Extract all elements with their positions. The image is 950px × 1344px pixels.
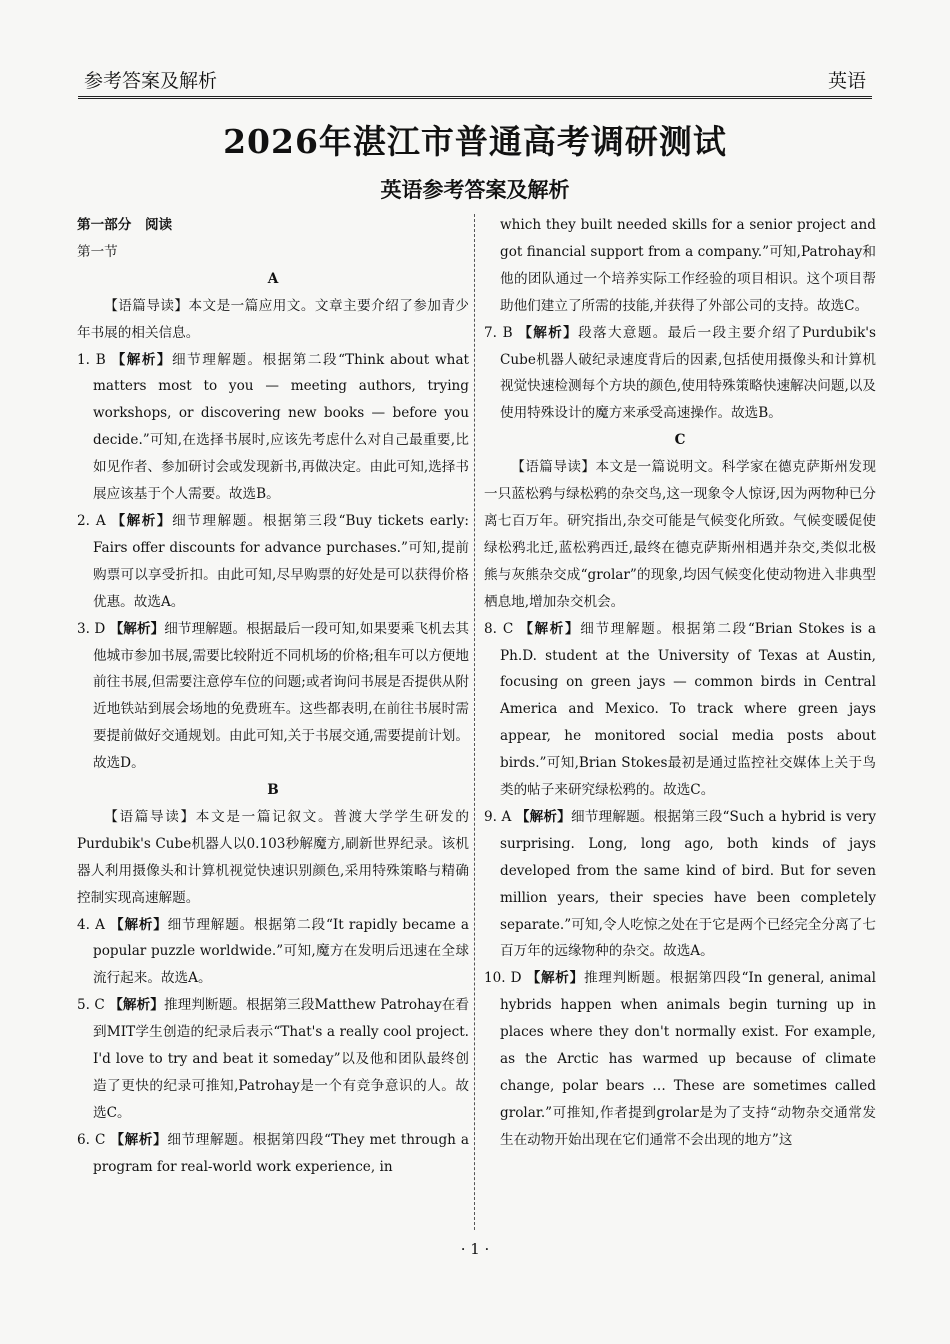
analysis-tag: 【解析】 bbox=[526, 970, 584, 987]
answer-number: 3. D bbox=[77, 620, 106, 637]
answer-item bbox=[77, 347, 469, 508]
answer-number: 2. A bbox=[77, 512, 106, 529]
answer-item bbox=[77, 912, 469, 993]
continued-answer-text: which they built needed skills for a senior project and got financial support from a company.”可知,Patrohay和他的团队通过一个培养实际工作经验的项目相识。这个项目帮助他们建立了所需的技能,并获得了外部公司的支持。故选C。 bbox=[500, 217, 876, 314]
page-title: 2026年湛江市普通高考调研测试 bbox=[223, 122, 727, 161]
passage-intro: 【语篇导读】本文是一篇说明文。科学家在德克萨斯州发现一只蓝松鸦与绿松鸦的杂交鸟,这一现象令人惊讶,因为两物种已分离七百万年。研究指出,杂交可能是气候变化所致。气候变暖促使绿松鸦北迁,蓝松鸦西迁,最终在德克萨斯州相遇并杂交,类似北极熊与灰熊杂交成“grolar”的现象,均因气候变化使动物进入非典型栖息地,增加杂交机会。 bbox=[484, 459, 876, 610]
analysis-tag: 【解析】 bbox=[111, 351, 173, 368]
analysis-tag: 【解析】 bbox=[515, 808, 571, 825]
analysis-tag: 【解析】 bbox=[109, 997, 164, 1014]
passage-intro: 【语篇导读】本文是一篇应用文。文章主要介绍了参加青少年书展的相关信息。 bbox=[77, 297, 469, 341]
answer-text: 细节理解题。根据第三段“Buy tickets early: Fairs offer discounts for advance purchases.”可知,提前购票可以享受折扣。由此可知,尽早购票的好处是可以获得价格优惠。故选A。 bbox=[93, 512, 470, 610]
answer-item bbox=[484, 804, 876, 965]
analysis-tag: 【解析】 bbox=[109, 620, 165, 637]
answer-number: 6. C bbox=[77, 1131, 106, 1148]
answer-item bbox=[77, 616, 469, 777]
analysis-tag: 【解析】 bbox=[518, 324, 579, 341]
answer-item bbox=[77, 508, 469, 616]
answer-item bbox=[484, 965, 876, 1153]
header-left-label: 参考答案及解析 bbox=[84, 70, 218, 92]
right-column bbox=[484, 212, 876, 1154]
answer-text: 细节理解题。根据第二段“Think about what matters most to you — meeting authors, trying workshops, or discovering new books — before you decide.”可知,在选择书展时,应该先考虑什么对自己最重要,比如见作者、参加研讨会或发现新书,再做决定。由此可知,选择书展应该基于个人需要。故选B。 bbox=[93, 351, 470, 503]
answer-item bbox=[484, 616, 876, 804]
answer-text: 推理判断题。根据第三段Matthew Patrohay在看到MIT学生创造的纪录后表示“That's a really cool project. I'd love to try and beat it someday”以及他和团队最终创造了更快的纪录可推知,Patrohay是一个有竞争意识的人。故选C。 bbox=[93, 997, 470, 1121]
page-header bbox=[78, 62, 872, 99]
page-number: · 1 · bbox=[460, 1240, 490, 1258]
answer-item bbox=[484, 320, 876, 428]
answer-text: 细节理解题。根据最后一段可知,如果要乘飞机去其他城市参加书展,需要比较附近不同机场的价格;租车可以方便地前往书展,但需要注意停车位的问题;或者询问书展是否提供从附近地铁站到展会场地的免费班车。这些都表明,在前往书展时需要提前做好交通规划。由此可知,关于书展交通,需要提前计划。故选D。 bbox=[93, 620, 470, 772]
answer-item bbox=[77, 992, 469, 1127]
answer-number: 5. C bbox=[77, 997, 105, 1014]
column-divider bbox=[474, 214, 475, 1230]
answer-number: 8. C bbox=[484, 620, 514, 637]
header-subject-label: 英语 bbox=[827, 70, 866, 92]
answer-number: 9. A bbox=[484, 808, 512, 825]
passage-letter-b: B bbox=[267, 782, 279, 799]
answer-number: 1. B bbox=[77, 351, 106, 368]
answer-text: 推理判断题。根据第四段“In general, animal hybrids happen when animals begin turning up in places where they don't normally exist. For example, as the Arctic has warmed up because of climate change, polar bears … These are sometimes called grolar.”可推知,作者提到grolar是为了支持“动物杂交通常发生在动物开始出现在它们通常不会出现的地方”这 bbox=[500, 970, 877, 1148]
answer-text: 细节理解题。根据第三段“Such a hybrid is very surprising. Long, long ago, both kinds of jays developed from the same kind of bird. But for seven million years, their species have been completely separate.”可知,令人吃惊之处在于它是两个已经完全分离了七百万年的远缘物种的杂交。故选A。 bbox=[500, 808, 877, 960]
answer-text: 段落大意题。最后一段主要介绍了Purdubik's Cube机器人破纪录速度背后的因素,包括使用摄像头和计算机视觉快速检测每个方块的颜色,使用特殊策略快速解决问题,以及使用特殊设计的魔方来承受高速操作。故选B。 bbox=[500, 324, 877, 422]
analysis-tag: 【解析】 bbox=[110, 916, 168, 933]
left-column bbox=[77, 212, 469, 1181]
answer-number: 4. A bbox=[77, 916, 105, 933]
analysis-tag: 【解析】 bbox=[110, 1131, 168, 1148]
section-heading: 第一节 bbox=[77, 243, 118, 260]
passage-intro: 【语篇导读】本文是一篇记叙文。普渡大学学生研发的Purdubik's Cube机器人以0.103秒解魔方,刷新世界纪录。该机器人利用摄像头和计算机视觉快速识别颜色,采用特殊策略与精确控制实现高速解题。 bbox=[77, 808, 469, 906]
answer-number: 7. B bbox=[484, 324, 513, 341]
passage-letter-c: C bbox=[674, 432, 686, 449]
answer-item bbox=[77, 1127, 469, 1181]
page-subtitle: 英语参考答案及解析 bbox=[380, 177, 570, 202]
analysis-tag: 【解析】 bbox=[519, 620, 581, 637]
part-heading: 第一部分 阅读 bbox=[77, 217, 173, 233]
passage-letter-a: A bbox=[267, 270, 279, 287]
answer-text: 细节理解题。根据第二段“It rapidly became a popular puzzle worldwide.”可知,魔方在发明后迅速在全球流行起来。故选A。 bbox=[93, 916, 469, 987]
answer-number: 10. D bbox=[484, 970, 522, 987]
analysis-tag: 【解析】 bbox=[111, 512, 173, 529]
answer-text: 细节理解题。根据第四段“They met through a program for real-world work experience, in bbox=[93, 1131, 470, 1175]
answer-text: 细节理解题。根据第二段“Brian Stokes is a Ph.D. student at the University of Texas at Austin, focusing on green jays — common birds in Central America and Mexico. To track where green jays appear, he monitored social media posts about birds.”可知,Brian Stokes最初是通过监控社交媒体上关于鸟类的帖子来研究绿松鸦的。故选C。 bbox=[500, 620, 876, 799]
